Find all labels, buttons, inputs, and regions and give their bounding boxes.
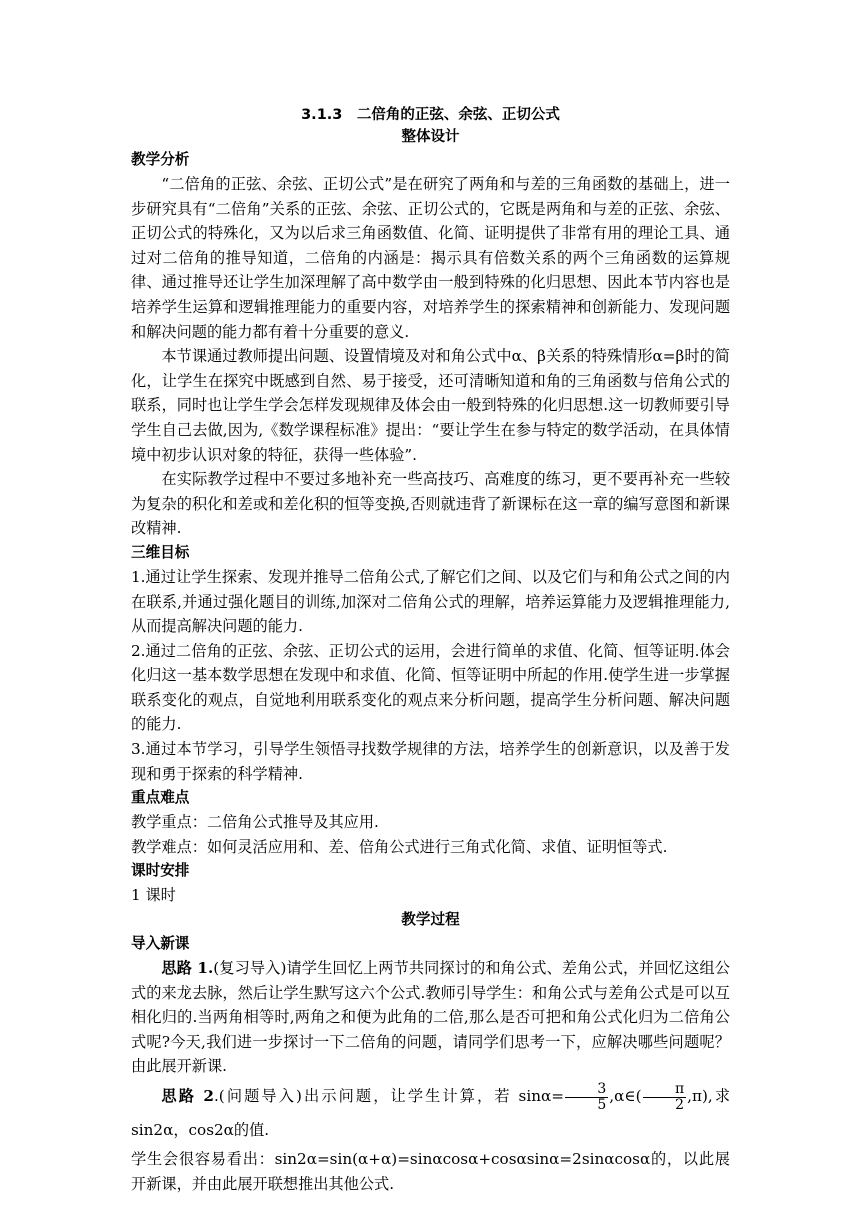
document-page — [131, 104, 730, 1196]
idea-2-post-text: ,π),求 sin2α，cos2α的值. — [131, 1087, 731, 1139]
section-heading-key-points: 重点难点 — [131, 789, 190, 807]
idea-1-label: 思路 1. — [161, 959, 214, 978]
idea-1-paragraph — [131, 956, 730, 1079]
idea-2-pre-text: .(问题导入)出示问题，让学生计算，若 sinα= — [213, 1087, 564, 1105]
idea-2-paragraph — [131, 1079, 730, 1147]
section-heading-intro: 导入新课 — [131, 935, 190, 953]
goal-item-2: 2.通过二倍角的正弦、余弦、正切公式的运用，会进行简单的求值、化简、恒等证明.体会化归这一基本数学思想在发现中和求值、化简、恒等证明中所起的作用.使学生进一步掌握联系变化的观点，自觉地利用联系变化的观点来分析问题，提高学生分析问题、解决问题的能力. — [131, 641, 730, 734]
section-heading-analysis: 教学分析 — [131, 151, 190, 168]
difficulty-text: 教学难点：如何灵活应用和、差、倍角公式进行三角式化简、求值、证明恒等式. — [131, 837, 668, 856]
section-heading-process: 教学过程 — [401, 911, 460, 929]
fraction-pi-half — [643, 1082, 687, 1113]
idea-2-mid-text: ,α∈( — [609, 1087, 642, 1105]
fraction-1-numerator: 3 — [565, 1082, 608, 1098]
goal-item-3: 3.通过本节学习，引导学生领悟寻找数学规律的方法，培养学生的创新意识，以及善于发现和勇于探索的科学精神. — [131, 740, 730, 783]
document-subtitle: 整体设计 — [401, 129, 460, 145]
idea-1-text: (复习导入)请学生回忆上两节共同探讨的和角公式、差角公式，并回忆这组公式的来龙去脉，然后让学生默写这六个公式.教师引导学生：和角公式与差角公式是可以互相化归的.当两角相等时,两角之和便为此角的二倍,那么是否可把和角公式化归为二倍角公式呢?今天,我们进一步探讨一下二倍角的问题，请同学们思考一下，应解决哪些问题呢？由此展开新课. — [131, 959, 730, 1076]
key-point-text: 教学重点：二倍角公式推导及其应用. — [131, 813, 379, 832]
fraction-1-denominator: 5 — [597, 1096, 607, 1113]
idea-2-continued: 学生会很容易看出：sin2α=sin(α+α)=sinαcosα+cosαsinα=2sinαcosα的，以此展开新课，并由此展开联想推出其他公式. — [131, 1150, 730, 1193]
analysis-paragraph-2: 本节课通过教师提出问题、设置情境及对和角公式中α、β关系的特殊情形α=β时的简化，让学生在探究中既感到自然、易于接受，还可清晰知道和角的三角函数与倍角公式的联系，同时也让学生学会怎样发现规律及体会由一般到特殊的化归思想.这一切教师要引导学生自己去做,因为,《数学课程标准》提出：“要让学生在参与特定的数学活动，在具体情境中初步认识对象的特征，获得一些体验”. — [131, 347, 730, 464]
document-title: 3.1.3 二倍角的正弦、余弦、正切公式 — [301, 107, 560, 123]
analysis-paragraph-3: 在实际教学过程中不要过多地补充一些高技巧、高难度的练习，更不要再补充一些较为复杂的积化和差或和差化积的恒等变换,否则就违背了新课标在这一章的编写意图和新课改精神. — [131, 470, 730, 538]
idea-2-label: 思路 2 — [161, 1087, 214, 1105]
analysis-paragraph-1: “二倍角的正弦、余弦、正切公式”是在研究了两角和与差的三角函数的基础上，进一步研究具有“二倍角”关系的正弦、余弦、正切公式的，它既是两角和与差的正弦、余弦、正切公式的特殊化，又为以后求三角函数值、化简、证明提供了非常有用的理论工具、通过对二倍角的推导知道，二倍角的内涵是：揭示具有倍数关系的两个三角函数的运算规律、通过推导还让学生加深理解了高中数学由一般到特殊的化归思想、因此本节内容也是培养学生运算和逻辑推理能力的重要内容，对培养学生的探索精神和创新能力、发现问题和解决问题的能力都有着十分重要的意义. — [131, 175, 730, 341]
section-heading-schedule: 课时安排 — [131, 862, 190, 880]
section-heading-goals: 三维目标 — [131, 543, 190, 561]
fraction-2-numerator: π — [643, 1082, 687, 1098]
schedule-value: 1 课时 — [131, 886, 176, 905]
goal-item-1: 1.通过让学生探索、发现并推导二倍角公式,了解它们之间、以及它们与和角公式之间的内在联系,并通过强化题目的训练,加深对二倍角公式的理解，培养运算能力及逻辑推理能力,从而提高解决问题的能力. — [131, 567, 730, 636]
fraction-2-denominator: 2 — [675, 1096, 684, 1113]
fraction-three-fifths — [565, 1082, 608, 1113]
